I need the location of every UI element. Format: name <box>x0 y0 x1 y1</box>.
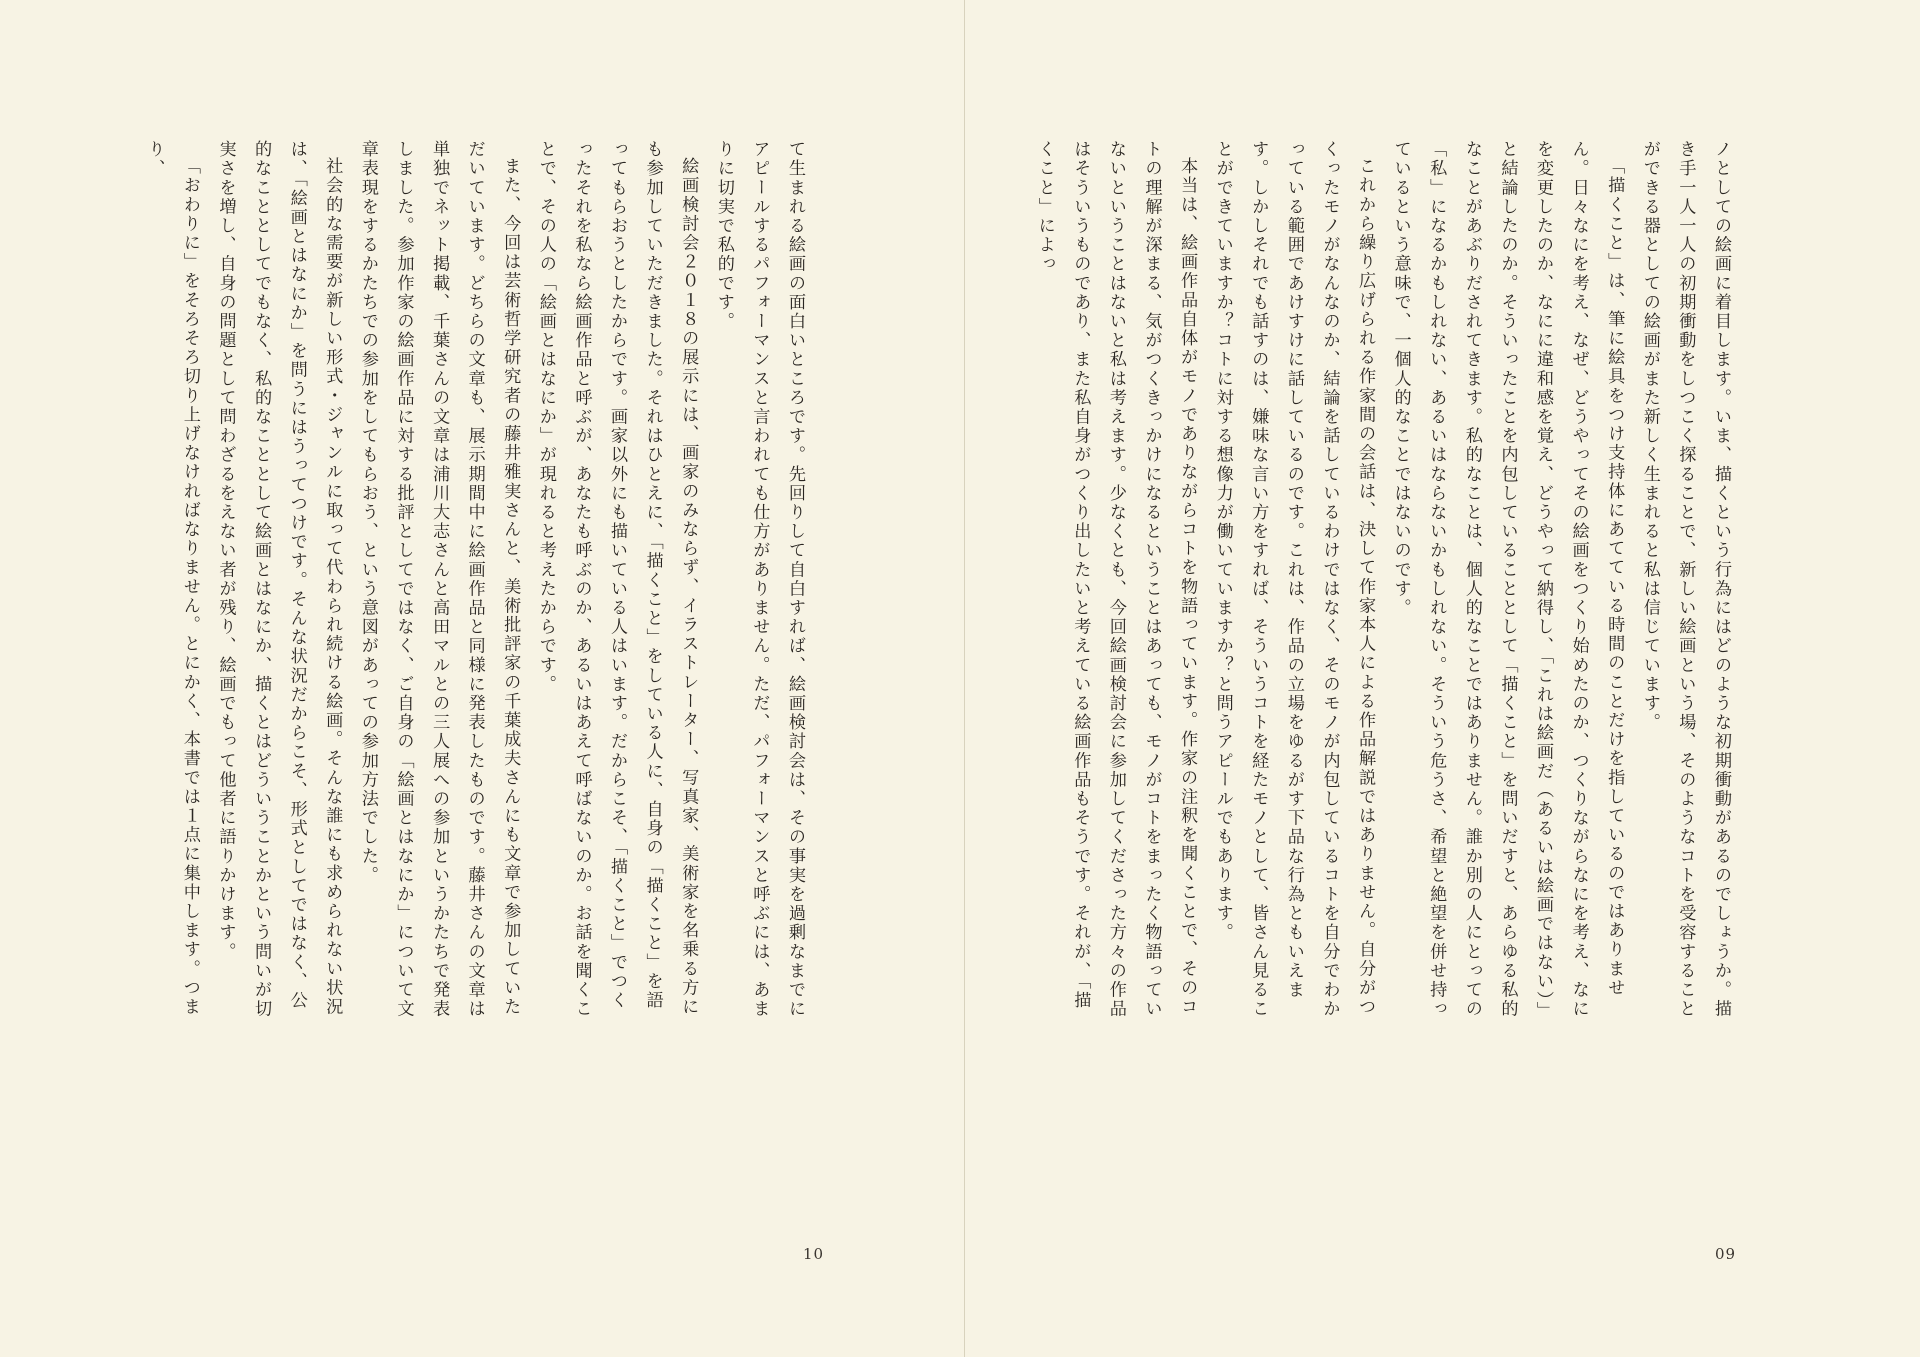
paragraph: また、今回は芸術哲学研究者の藤井雅実さんと、美術批評家の千葉成夫さんにも文章で参加していただいています。どちらの文章も、展示期間中に絵画作品と同様に発表したものです。藤井さんの文章は単独でネット掲載、千葉さんの文章は浦川大志さんと高田マルとの三人展への参加というかたちで発表しました。参加作家の絵画作品に対する批評としてではなく、ご自身の「絵画とはなにか」について文章表現をするかたちでの参加をしてもらおう、という意図があっての参加方法でした。 <box>357 140 521 1019</box>
paragraph: 社会的な需要が新しい形式・ジャンルに取って代わられ続ける絵画。そんな誰にも求められない状況は、「絵画とはなにか」を問うにはうってつけです。そんな状況だからこそ、形式としてではなく、公的なこととしてでもなく、私的なこととして絵画とはなにか、描くとはどういうことかという問いが切実さを増し、自身の問題として問わざるをえない者が残り、絵画でもって他者に語りかけます。 <box>215 140 343 1019</box>
right-page-body-text <box>1034 140 1738 1020</box>
page-number: 10 <box>803 1245 825 1263</box>
paragraph: て生まれる絵画の面白いところです。先回りして自白すれば、絵画検討会は、その事実を過剰なまでにアピールするパフォーマンスと言われても仕方がありません。ただ、パフォーマンスと呼ぶには、あまりに切実で私的です。 <box>713 140 805 1019</box>
right-page <box>965 0 1920 1357</box>
paragraph: 本当は、絵画作品自体がモノでありながらコトを物語っています。作家の注釈を聞くことで、そのコトの理解が深まる、気がつくきっかけになるということはあっても、モノがコトをまったく物語っていないということはないと私は考えます。少なくとも、今回絵画検討会に参加してくださった方々の作品はそういうものであり、また私自身がつくり出したいと考えている絵画作品もそうです。それが、「描くこと」によっ <box>1034 140 1198 1019</box>
paragraph: 絵画検討会２０１８の展示には、画家のみならず、イラストレーター、写真家、美術家を名乗る方にも参加していただきました。それはひとえに、「描くこと」をしている人に、自身の「描くこと」を語ってもらおうとしたからです。画家以外にも描いている人はいます。だからこそ、「描くこと」でつくったそれを私なら絵画作品と呼ぶが、あなたも呼ぶのか、あるいはあえて呼ばないのか。お話を聞くことで、その人の「絵画とはなにか」が現れると考えたからです。 <box>535 140 699 1019</box>
paragraph: 「描くこと」は、筆に絵具をつけ支持体にあてている時間のことだけを指しているのではありません。日々なにを考え、なぜ、どうやってその絵画をつくり始めたのか、つくりながらなにを考え、なにを変更したのか、なにに違和感を覚え、どうやって納得し、「これは絵画だ（あるいは絵画ではない）」と結論したのか。そういったことを内包していることとして「描くこと」を問いだすと、あらゆる私的なことがあぶりだされてきます。私的なことは、個人的なことではありません。誰か別の人にとっての「私」になるかもしれない、あるいはならないかもしれない。そういう危うさ、希望と絶望を併せ持っているという意味で、一個人的なことではないのです。 <box>1390 140 1625 1019</box>
paragraph: ノとしての絵画に着目します。いま、描くという行為にはどのような初期衝動があるのでしょうか。描き手一人一人の初期衝動をしつこく探ることで、新しい絵画という場、そのようなコトを受容することができる器としての絵画がまた新しく生まれると私は信じています。 <box>1639 140 1731 1019</box>
paragraph: 「おわりに」をそろそろ切り上げなければなりません。とにかく、本書では１点に集中します。つまり、 <box>144 140 200 1017</box>
left-page-body-text <box>144 140 812 1020</box>
paragraph: これから繰り広げられる作家間の会話は、決して作家本人による作品解説ではありません。自分がつくったモノがなんなのか、結論を話しているわけではなく、そのモノが内包しているコトを自分でわかっている範囲であけすけに話しているのです。これは、作品の立場をゆるがす下品な行為ともいえます。しかしそれでも話すのは、嫌味な言い方をすれば、そういうコトを経たモノとして、皆さん見ることができていますか？コトに対する想像力が働いていますか？と問うアピールでもあります。 <box>1212 140 1376 1019</box>
page-number: 09 <box>1715 1245 1737 1263</box>
